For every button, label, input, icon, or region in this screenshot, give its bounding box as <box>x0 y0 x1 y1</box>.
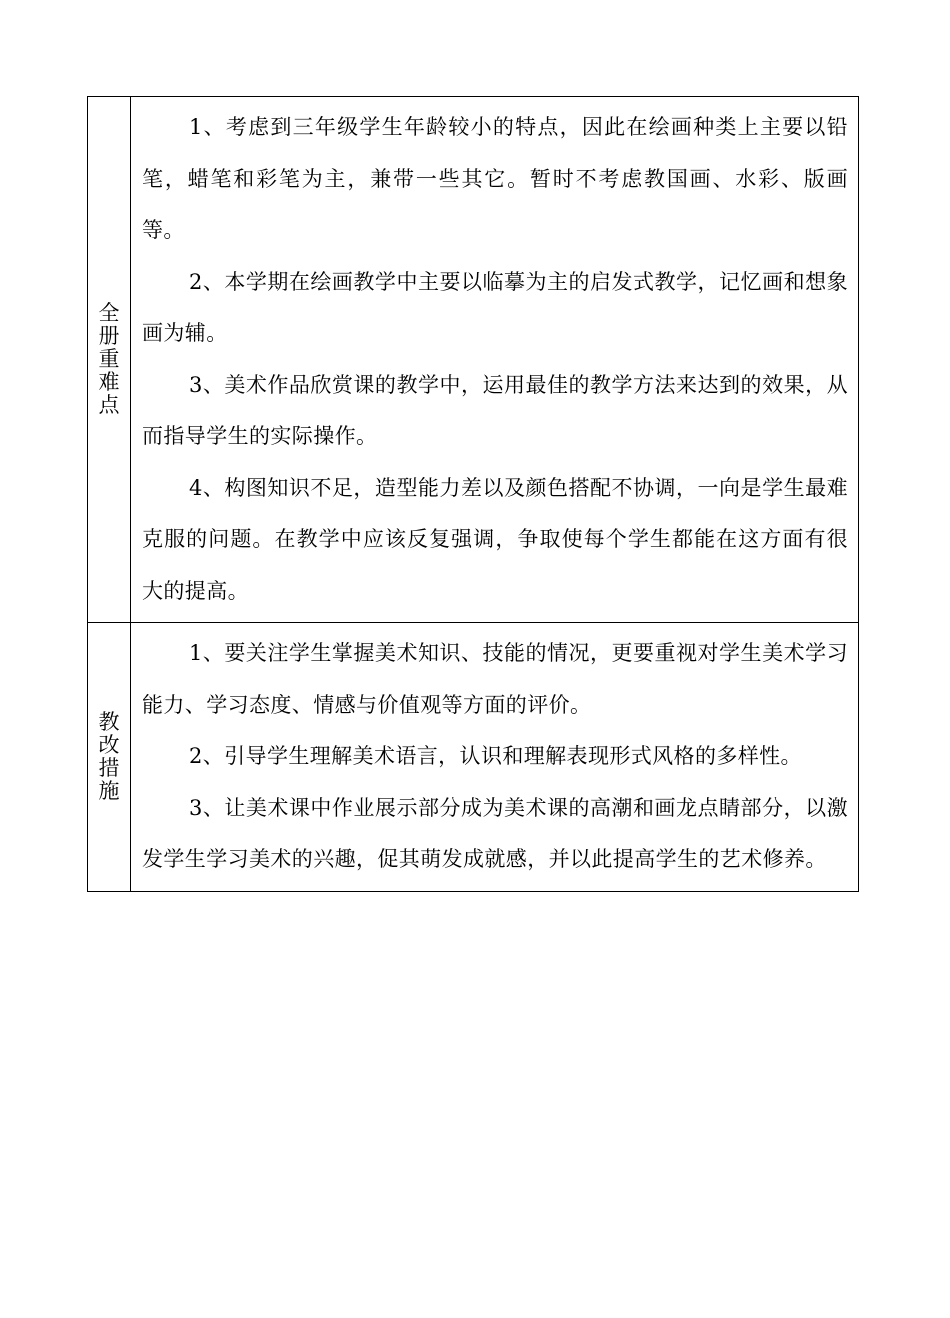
row-label-cell <box>88 97 131 623</box>
paragraph: 4、构图知识不足，造型能力差以及颜色搭配不协调，一向是学生最难克服的问题。在教学中应该反复强调，争取使每个学生都能在这方面有很大的提高。 <box>142 475 848 603</box>
table-row-key-difficulties <box>88 97 859 623</box>
row-content-cell <box>131 623 859 892</box>
row-label-key-difficulties: 全册重难点 <box>98 301 120 417</box>
row-label-reform-measures: 教改措施 <box>98 709 120 803</box>
row-content-cell <box>131 97 859 623</box>
paragraph: 2、引导学生理解美术语言，认识和理解表现形式风格的多样性。 <box>189 744 802 768</box>
paragraph: 2、本学期在绘画教学中主要以临摹为主的启发式教学，记忆画和想象画为辅。 <box>142 269 848 345</box>
paragraph: 3、让美术课中作业展示部分成为美术课的高潮和画龙点睛部分，以激发学生学习美术的兴趣，促其萌发成就感，并以此提高学生的艺术修养。 <box>142 795 848 871</box>
plan-table <box>87 96 859 892</box>
table-row-reform-measures <box>88 623 859 892</box>
paragraph: 1、考虑到三年级学生年龄较小的特点，因此在绘画种类上主要以铅笔，蜡笔和彩笔为主，兼带一些其它。暂时不考虑教国画、水彩、版画等。 <box>142 115 848 242</box>
paragraph: 3、美术作品欣赏课的教学中，运用最佳的教学方法来达到的效果，从而指导学生的实际操作。 <box>142 372 848 448</box>
row-label-cell <box>88 623 131 892</box>
paragraph: 1、要关注学生掌握美术知识、技能的情况，更要重视对学生美术学习能力、学习态度、情感与价值观等方面的评价。 <box>142 641 848 717</box>
